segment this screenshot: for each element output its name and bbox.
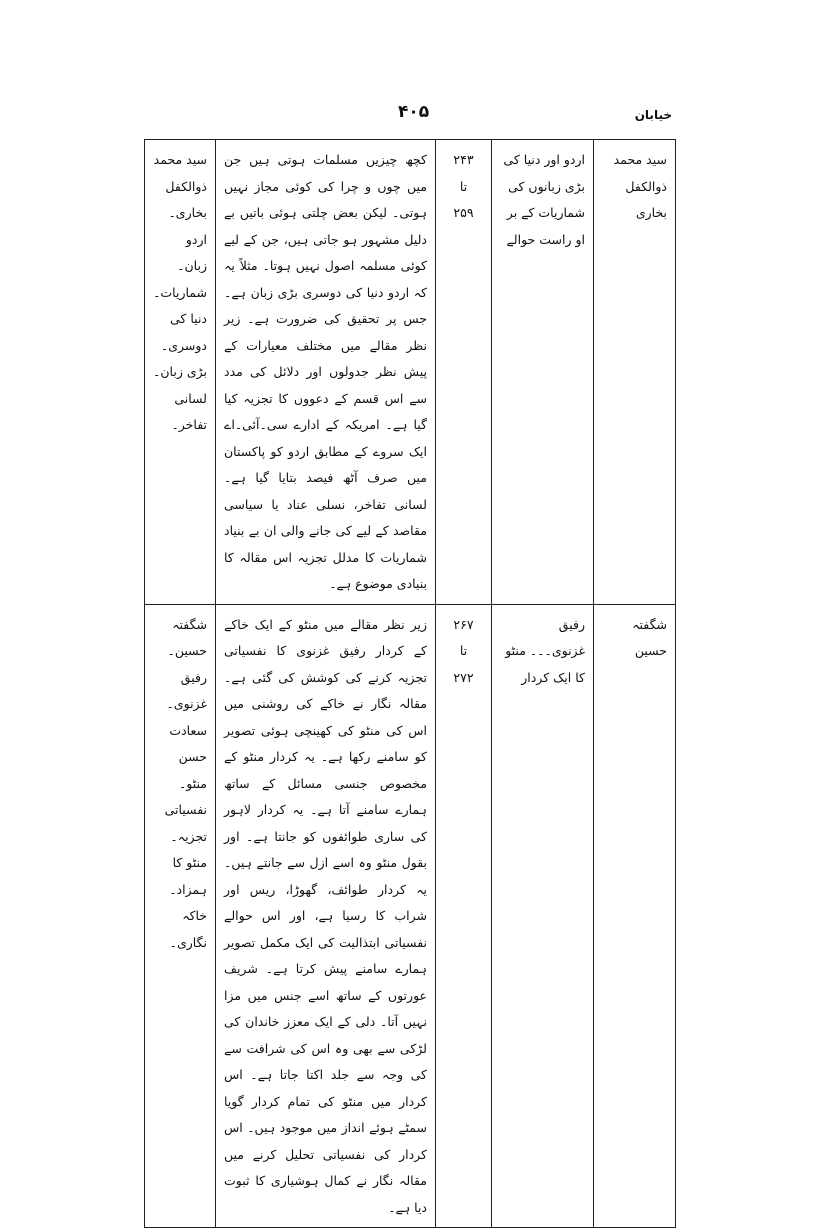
keyword: خاکہ نگاری۔ (169, 908, 207, 950)
articles-index-table (144, 139, 676, 1228)
keyword: نفسیاتی تجزیہ۔ (164, 802, 207, 844)
keyword: منٹو کا ہمزاد۔ (169, 855, 207, 897)
title-cell (492, 604, 594, 1228)
keyword: سید محمد ذوالکفل بخاری۔ (153, 152, 207, 220)
pages-cell (436, 140, 492, 605)
article-summary: کچھ چیزیں مسلمات ہوتی ہیں جن میں چوں و چرا کی کوئی مجاز نہیں ہوتی۔ لیکن بعض چلتی ہوئی باتیں بے دلیل مشہور ہو جاتی ہیں، جن کے لیے کوئی مسلمہ اصول نہیں ہوتا۔ مثلاً یہ کہ اردو دنیا کی دوسری بڑی زبان ہے۔ جس پر تحقیق کی ضرورت ہے۔ زیر نظر مقالے میں مختلف معیارات کے پیش نظر جدولوں اور دلائل کی مدد سے اس قسم کے دعووں کا تجزیہ کیا گیا ہے۔ امریکہ کے ادارے سی۔آئی۔اے ایک سروے کے مطابق اردو کو پاکستان میں صرف آٹھ فیصد بتایا گیا ہے۔ لسانی تفاخر، نسلی عناد یا سیاسی مقاصد کے لیے کی جانے والی ان بے بنیاد شماریات کا مدلل تجزیہ اس مقالہ کا بنیادی موضوع ہے۔ (224, 152, 427, 591)
author-name: شگفتہ حسین (632, 616, 667, 658)
article-title: رفیق غزنوی۔۔۔ منٹو کا ایک کردار (505, 616, 585, 685)
journal-name: خیابان (634, 108, 672, 122)
keyword: اردو زبان۔ (177, 231, 207, 273)
summary-cell (216, 604, 436, 1228)
author-name: سید محمد ذوالکفل بخاری (613, 152, 667, 220)
keywords-cell (145, 140, 216, 605)
keyword: دنیا کی دوسری۔ (160, 311, 207, 353)
author-cell (594, 140, 676, 605)
page-end: ۲۵۹ (453, 205, 474, 220)
keyword: بڑی زبان۔ (153, 364, 207, 379)
page-start: ۲۶۷ (453, 616, 474, 632)
page-header (144, 102, 672, 128)
summary-cell (216, 140, 436, 605)
page-range-separator: تا (459, 643, 468, 658)
keyword: لسانی تفاخر۔ (171, 390, 207, 432)
table-row (145, 140, 676, 605)
title-cell (492, 140, 594, 605)
keyword: سعادت حسن منٹو۔ (169, 722, 207, 791)
pages-cell (436, 604, 492, 1228)
page-range-separator: تا (459, 178, 468, 194)
page-start: ۲۴۳ (453, 152, 474, 167)
keyword: شگفتہ حسین۔ (167, 616, 207, 658)
keyword: شماریات۔ (153, 284, 207, 300)
table-row (145, 604, 676, 1228)
article-title: اردو اور دنیا کی بڑی زبانوں کی شماریات کے بر او راست حوالے (503, 152, 585, 247)
page-end: ۲۷۲ (453, 669, 474, 685)
article-summary: زیر نظر مقالے میں منٹو کے ایک خاکے کے کردار رفیق غزنوی کا نفسیاتی تجزیہ کرنے کی کوشش کی گئی ہے۔ مقالہ نگار نے خاکے کی روشنی میں اس کی منٹو کی کھینچی ہوئی تصویر کو سامنے رکھا ہے۔ یہ کردار منٹو کے مخصوص جنسی مسائل کے ساتھ ہمارے سامنے آتا ہے۔ یہ کردار لاہور کی ساری طوائفوں کو جانتا ہے۔ اور بقول منٹو وہ اسے ازل سے جانتے ہیں۔ یہ کردار طوائف، گھوڑا، ریس اور شراب کا رسیا ہے، اور اس حوالے نفسیاتی ابتذالیت کی ایک مکمل تصویر ہمارے سامنے پیش کرتا ہے۔ شریف عورتوں کے ساتھ اسے جنس میں مزا نہیں آتا۔ دلی کے ایک معزز خاندان کی لڑکی سے بھی وہ اس کی شرافت سے کی وجہ سے جلد اکتا جاتا ہے۔ اس کردار میں منٹو کی تمام کردار گویا سمٹے ہوئے انداز میں موجود ہیں۔ اس کردار کی نفسیاتی تحلیل کرنے میں مقالہ نگار نے کمال ہوشیاری کا ثبوت دیا ہے۔ (224, 616, 427, 1215)
page-number: ۴۰۵ (398, 102, 430, 122)
author-cell (594, 604, 676, 1228)
keyword: رفیق غزنوی۔ (166, 669, 207, 711)
keywords-cell (145, 604, 216, 1228)
